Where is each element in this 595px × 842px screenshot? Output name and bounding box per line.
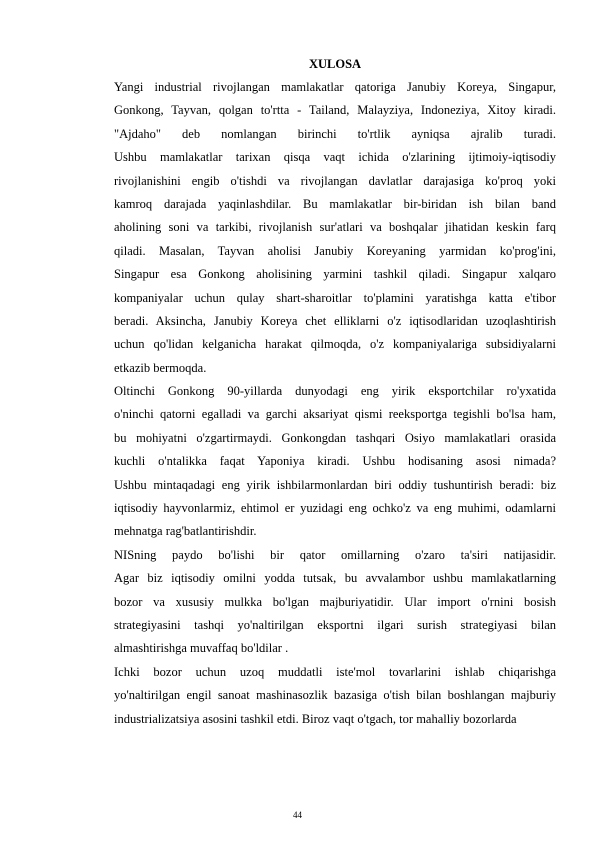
paragraph [114, 380, 556, 544]
text-line: rivojlanishini engib o'tishdi va rivojlangan davlatlar darajasiga ko'proq yoki [114, 173, 556, 188]
text-line: mehnatga rag'batlantirishdir. [114, 524, 257, 539]
text-line: etkazib bermoqda. [114, 360, 207, 375]
text-line: kuchli o'ntalikka faqat Yaponiya kiradi. Ushbu hodisaning asosi nimada? [114, 454, 556, 469]
document-page [114, 57, 556, 731]
text-line: o'ninchi qatorni egalladi va garchi aksariyat qismi reeksportga tegishli bo'lsa ham, [114, 407, 556, 422]
text-line: Singapur esa Gonkong aholisining yarmini tashkil qiladi. Singapur xalqaro [114, 267, 556, 282]
text-line: kompaniyalar uchun qulay shart-sharoitlar to'plamini yaratishga katta e'tibor [114, 290, 556, 305]
text-line: Gonkong, Tayvan, qolgan to'rtta - Tailand, Malayziya, Indoneziya, Xitoy kiradi. [114, 103, 556, 118]
text-line: Ushbu mintaqadagi eng yirik ishbilarmonlardan biri oddiy tushuntirish beradi: biz [114, 477, 556, 492]
page-number: 44 [293, 810, 302, 820]
paragraph [114, 661, 556, 731]
text-line: "Ajdaho" deb nomlangan birinchi to'rtlik ayniqsa ajralib turadi. [114, 126, 556, 141]
text-line: Yangi industrial rivojlangan mamlakatlar qatoriga Janubiy Koreya, Singapur, [114, 80, 556, 94]
text-line: Oltinchi Gonkong 90-yillarda dunyodagi eng yirik eksportchilar ro'yxatida [114, 384, 556, 399]
paragraph [114, 544, 556, 661]
text-line: aholining soni va tarkibi, rivojlanish sur'atlari va boshqalar jihatidan keskin farq [114, 220, 556, 235]
text-line: qiladi. Masalan, Tayvan aholisi Janubiy Koreyaning yarmidan ko'prog'ini, [114, 243, 556, 258]
paragraph [114, 76, 556, 380]
text-line: kamroq darajada yaqinlashdilar. Bu mamlakatlar bir-biridan ish bilan band [114, 196, 556, 211]
text-line: industrializatsiya asosini tashkil etdi. Biroz vaqt o'tgach, tor mahalliy bozorlarda [114, 711, 517, 726]
text-line: almashtirishga muvaffaq bo'ldilar . [114, 641, 289, 656]
text-line: Agar biz iqtisodiy omilni yodda tutsak, bu avvalambor ushbu mamlakatlarning [114, 571, 556, 586]
text-line: Ushbu mamlakatlar tarixan qisqa vaqt ichida o'zlarining ijtimoiy-iqtisodiy [114, 150, 556, 165]
text-line: bu mohiyatni o'zgartirmaydi. Gonkongdan tashqari Osiyo mamlakatlari orasida [114, 430, 556, 445]
text-line: uchun qo'lidan kelganicha harakat qilmoqda, o'z kompaniyalariga subsidiyalarni [114, 337, 556, 352]
text-line: NISning paydo bo'lishi bir qator omillarning o'zaro ta'siri natijasidir. [114, 547, 556, 562]
text-line: iqtisodiy hayvonlarmiz, ehtimol er yuzidagi eng ochko'z va eng muhimi, odamlarni [114, 501, 556, 516]
text-line: yo'naltirilgan engil sanoat mashinasozlik bazasiga o'tish bilan boshlangan majburiy [114, 688, 556, 703]
text-line: strategiyasini tashqi yo'naltirilgan eksportni ilgari surish strategiyasi bilan [114, 617, 556, 632]
page-title: XULOSA [308, 57, 362, 71]
text-line: Ichki bozor uchun uzoq muddatli iste'mol tovarlarini ishlab chiqarishga [114, 664, 556, 679]
text-line: bozor va xususiy mulkka bo'lgan majburiyatidir. Ular import o'rnini bosish [114, 594, 556, 609]
text-line: beradi. Aksincha, Janubiy Koreya chet elliklarni o'z iqtisodlaridan uzoqlashtirish [114, 313, 556, 328]
body-text [114, 76, 556, 731]
